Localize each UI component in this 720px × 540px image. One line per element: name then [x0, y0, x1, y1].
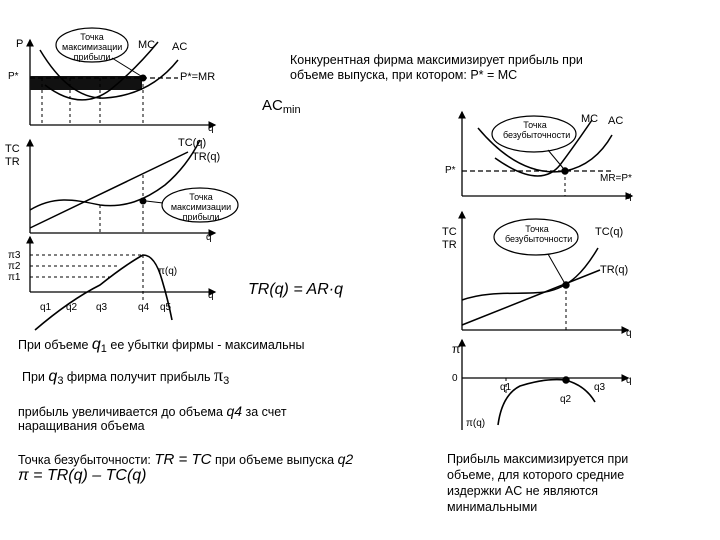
- q1-pre: При объеме: [18, 338, 89, 352]
- left-middle-q-label: q: [206, 232, 212, 243]
- q3-statement: [22, 365, 230, 389]
- left-bottom-pi3-label: π3: [8, 250, 21, 261]
- right-bottom-q3-label: q3: [594, 382, 606, 393]
- right-note-line1: Прибыль максимизируется при: [447, 452, 629, 466]
- right-top-pstar-label: P*: [445, 165, 456, 176]
- right-middle-tr-label: TR: [442, 239, 457, 251]
- growth-1b: q4: [226, 403, 243, 419]
- q1-symbol-sub: 1: [100, 343, 107, 355]
- right-tr-line: [462, 270, 600, 325]
- tr-line: [30, 152, 188, 228]
- right-bottom-zero-label: 0: [452, 373, 458, 384]
- right-bottom-q1-label: q1: [500, 382, 512, 393]
- left-top-pstar-label: P*: [8, 71, 19, 82]
- q3-pre: При: [22, 370, 45, 384]
- left-top-q-label: q: [208, 123, 214, 134]
- right-bottom-pi-curve-label: π(q): [466, 418, 486, 429]
- right-top-mc-label: MC: [581, 113, 599, 125]
- left-middle-tr-curve-label: TR(q): [192, 151, 221, 163]
- right-top-ac-label: AC: [608, 115, 624, 127]
- right-note-line2: объеме, для которого средние: [447, 468, 625, 482]
- right-top-callout-text: Точка безубыточности: [503, 120, 571, 140]
- right-top-q-label: q: [626, 191, 632, 202]
- q3-symbol-sub: 3: [57, 375, 64, 387]
- ac-min-main: AC: [262, 97, 283, 114]
- right-callout-pointer-middle: [548, 254, 564, 282]
- growth-1c: за счет: [245, 405, 287, 419]
- max-point-middle: [140, 198, 146, 204]
- right-note-line4: минимальными: [447, 500, 538, 514]
- q3-symbol: q: [48, 368, 58, 385]
- left-middle-callout-text: Точка максимизации прибыли: [170, 192, 232, 222]
- q1-post: ее убытки фирмы - максимальны: [110, 338, 305, 352]
- bep-eq: TR = TC: [154, 451, 212, 468]
- breakeven-statement: [18, 452, 353, 468]
- left-top-p-label: P: [16, 38, 24, 50]
- left-bottom-panel: [30, 237, 215, 330]
- left-bottom-pi-curve-label: π(q): [158, 266, 178, 277]
- ac-min-sub: min: [282, 104, 301, 116]
- bep-pre: Точка безубыточности:: [18, 453, 151, 467]
- growth-line1: [18, 404, 287, 420]
- right-tc-curve: [462, 248, 598, 300]
- growth-1a: прибыль увеличивается до объема: [18, 405, 223, 419]
- left-bottom-pi1-label: π1: [8, 272, 21, 283]
- left-middle-tc-label: TC: [5, 143, 20, 155]
- left-middle-tr-label: TR: [5, 156, 20, 168]
- left-bottom-q1-tick: q1: [40, 302, 52, 313]
- right-breakeven-point-top: [562, 168, 568, 174]
- right-note-line3: издержки AC не являются: [447, 484, 598, 498]
- left-top-mr-label: P*=MR: [180, 71, 216, 83]
- left-bottom-pi2-label: π2: [8, 261, 21, 272]
- left-bottom-q4-tick: q4: [138, 302, 150, 313]
- left-top-callout-text: Точка максимизации прибыли: [62, 32, 123, 62]
- right-middle-q-label: q: [626, 328, 632, 339]
- competitive-text-line1: Конкурентная фирма максимизирует прибыль при: [290, 53, 583, 67]
- left-bottom-q2-tick: q2: [66, 302, 78, 313]
- left-bottom-q-label: q: [208, 290, 214, 301]
- bep-mid: при объеме выпуска: [214, 453, 335, 467]
- left-top-mc-label: MC: [138, 39, 156, 51]
- right-middle-callout-text: Точка безубыточности: [505, 224, 573, 244]
- callout-pointer-middle: [146, 201, 163, 203]
- q1-symbol: q: [91, 336, 101, 353]
- left-top-ac-label: AC: [172, 41, 188, 53]
- right-middle-tc-curve-label: TC(q): [595, 226, 624, 238]
- q3-pi-sub: 3: [223, 375, 230, 387]
- right-bottom-q2-label: q2: [560, 394, 572, 405]
- left-bottom-q5-tick: q5: [160, 302, 172, 313]
- q3-mid: фирма получит прибыль: [66, 370, 211, 384]
- growth-line2: наращивания объема: [18, 419, 145, 433]
- right-top-mr-label: MR=P*: [600, 173, 632, 184]
- tr-formula: TR(q) = AR·q: [248, 281, 343, 298]
- right-pi-max-point: [563, 377, 569, 383]
- right-bottom-pi-label: π: [452, 342, 461, 356]
- bep-q: q2: [337, 451, 354, 467]
- right-middle-tc-label: TC: [442, 226, 457, 238]
- q3-pi: π: [213, 365, 224, 385]
- left-middle-tc-curve-label: TC(q): [178, 137, 207, 149]
- pi-formula: π = TR(q) – TC(q): [18, 467, 147, 484]
- left-bottom-q3-tick: q3: [96, 302, 108, 313]
- right-callout-pointer-top: [548, 150, 563, 168]
- right-bottom-q-label: q: [626, 375, 632, 386]
- ac-min-label: [262, 98, 301, 118]
- q1-statement: [18, 337, 305, 357]
- right-pi-curve: [498, 380, 595, 425]
- competitive-text-line2: объеме выпуска, при котором: P* = MC: [290, 68, 518, 82]
- right-middle-tr-curve-label: TR(q): [600, 264, 629, 276]
